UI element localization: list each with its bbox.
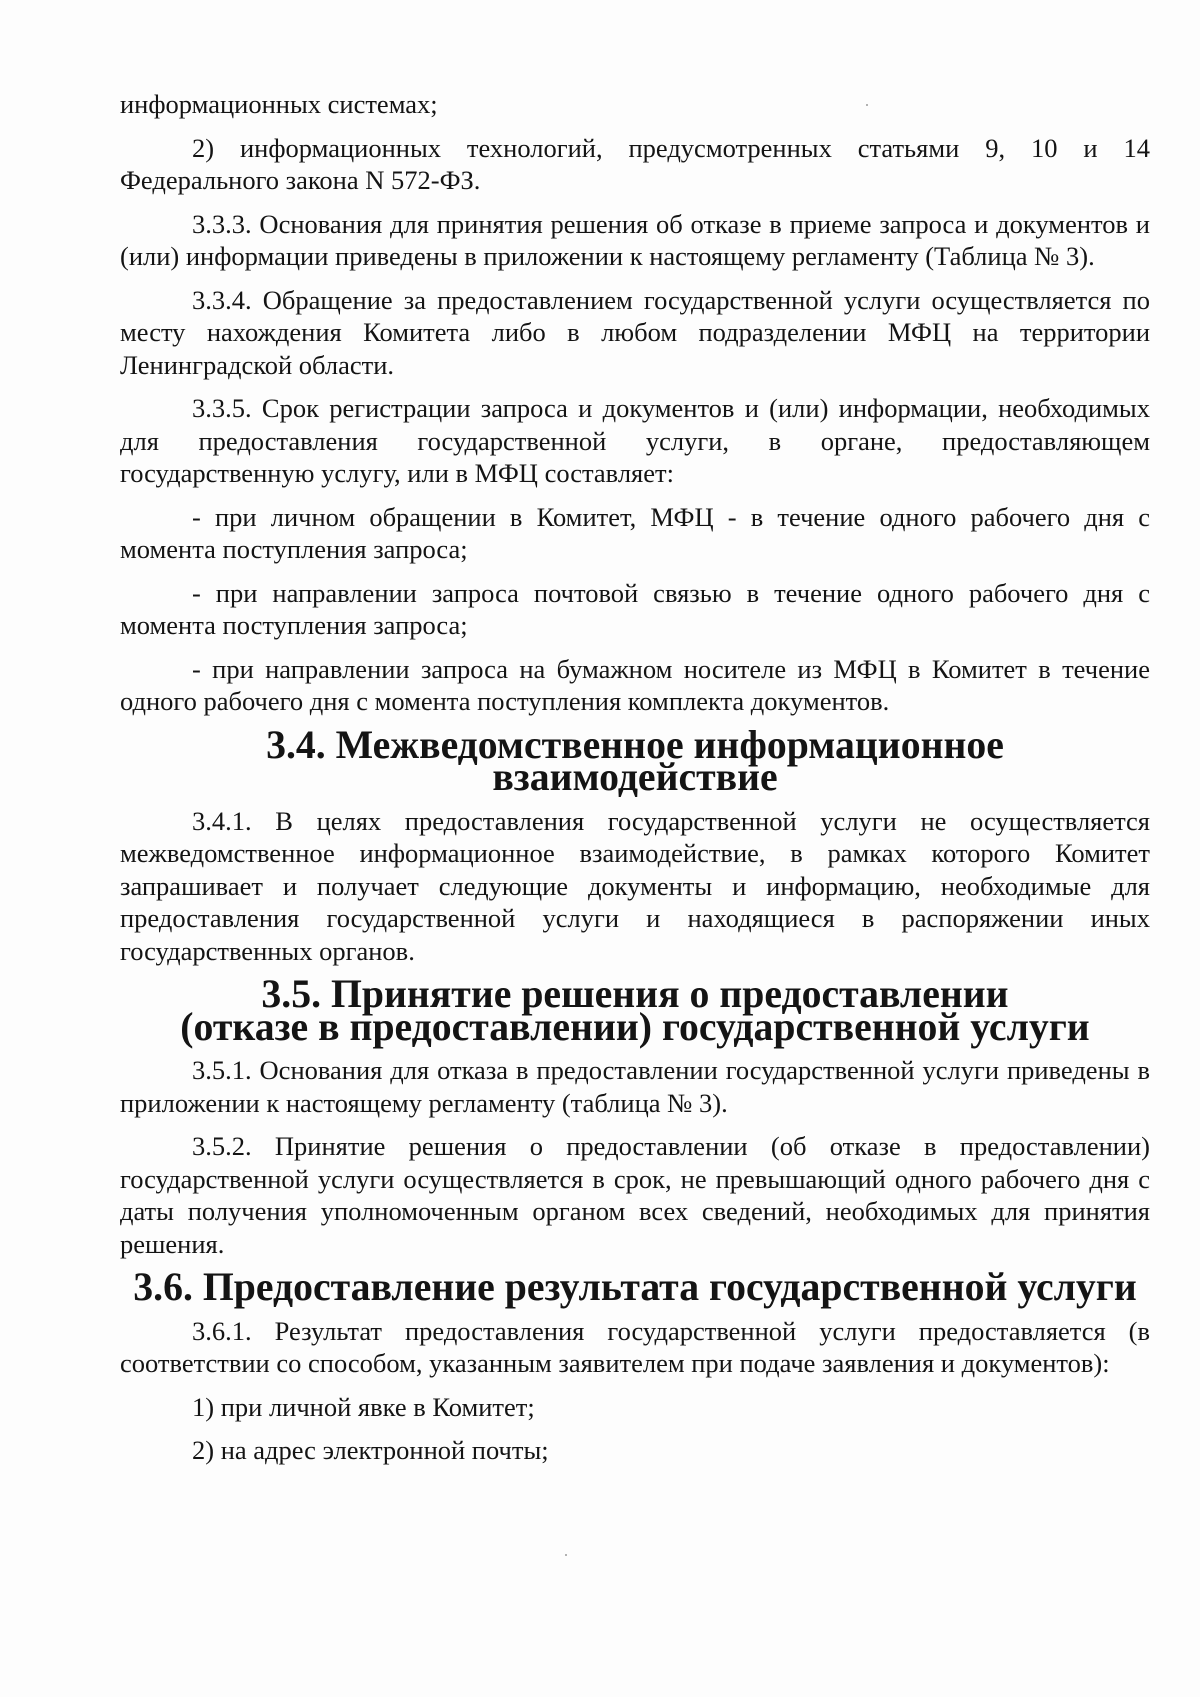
- scan-speck-mark: [866, 104, 868, 106]
- list-item-2-technologies: 2) информационных технологий, предусмотренных статьями 9, 10 и 14 Федерального закона N 572-ФЗ.: [120, 132, 1150, 195]
- bullet-personal-request: - при личном обращении в Комитет, МФЦ - в течение одного рабочего дня с момента поступления запроса;: [120, 501, 1150, 564]
- paragraph-3-3-5: 3.3.5. Срок регистрации запроса и документов и (или) информации, необходимых для предоставления государственной услуги, в органе, предоставляющем государственную услугу, или в МФЦ составляет:: [120, 393, 1150, 488]
- section-heading-3-5: [120, 972, 1150, 1049]
- paragraph-continuation: информационных системах;: [120, 89, 438, 119]
- paragraph-3-3-4: 3.3.4. Обращение за предоставлением государственной услуги осуществляется по месту нахождения Комитета либо в любом подразделении МФЦ на территории Ленинградской области.: [120, 284, 1150, 380]
- bullet-mfc-paper-request: - при направлении запроса на бумажном носителе из МФЦ в Комитет в течение одного рабочего дня с момента поступления комплекта документов.: [120, 653, 1150, 716]
- paragraph-3-5-1: 3.5.1. Основания для отказа в предоставлении государственной услуги приведены в приложении к настоящему регламенту (таблица № 3).: [120, 1055, 1150, 1118]
- section-heading-3-5-line-1: 3.5. Принятие решения о предоставлении: [261, 972, 1009, 1016]
- bullet-postal-request: - при направлении запроса почтовой связью в течение одного рабочего дня с момента поступления запроса;: [120, 577, 1150, 640]
- section-heading-3-4: 3.4. Межведомственное информационное взаимодействие: [266, 722, 1004, 799]
- section-heading-3-6: 3.6. Предоставление результата государственной услуги: [133, 1265, 1137, 1309]
- paragraph-3-5-2: 3.5.2. Принятие решения о предоставлении (об отказе в предоставлении) государственной услуги осуществляется в срок, не превышающий одного рабочего дня с даты получения уполномоченным органом всех сведений, необходимых для принятия решения.: [120, 1131, 1150, 1259]
- section-heading-3-5-line-2: (отказе в предоставлении) государственной услуги: [180, 1004, 1090, 1049]
- scan-speck-mark: [565, 1554, 567, 1556]
- paragraph-3-4-1: 3.4.1. В целях предоставления государственной услуги не осуществляется межведомственное информационное взаимодействие, в рамках которого Комитет запрашивает и получает следующие документы и информацию, необходимые для предоставления государственной услуги и находящиеся в распоряжении иных государственных органов.: [120, 805, 1150, 966]
- list-item-email: 2) на адрес электронной почты;: [192, 1435, 549, 1465]
- list-item-personal-visit: 1) при личной явке в Комитет;: [192, 1391, 535, 1422]
- paragraph-3-6-1: 3.6.1. Результат предоставления государственной услуги предоставляется (в соответствии со способом, указанным заявителем при подаче заявления и документов):: [120, 1315, 1150, 1378]
- paragraph-3-3-3: 3.3.3. Основания для принятия решения об отказе в приеме запроса и документов и (или) информации приведены в приложении к настоящему регламенту (Таблица № 3).: [120, 208, 1150, 271]
